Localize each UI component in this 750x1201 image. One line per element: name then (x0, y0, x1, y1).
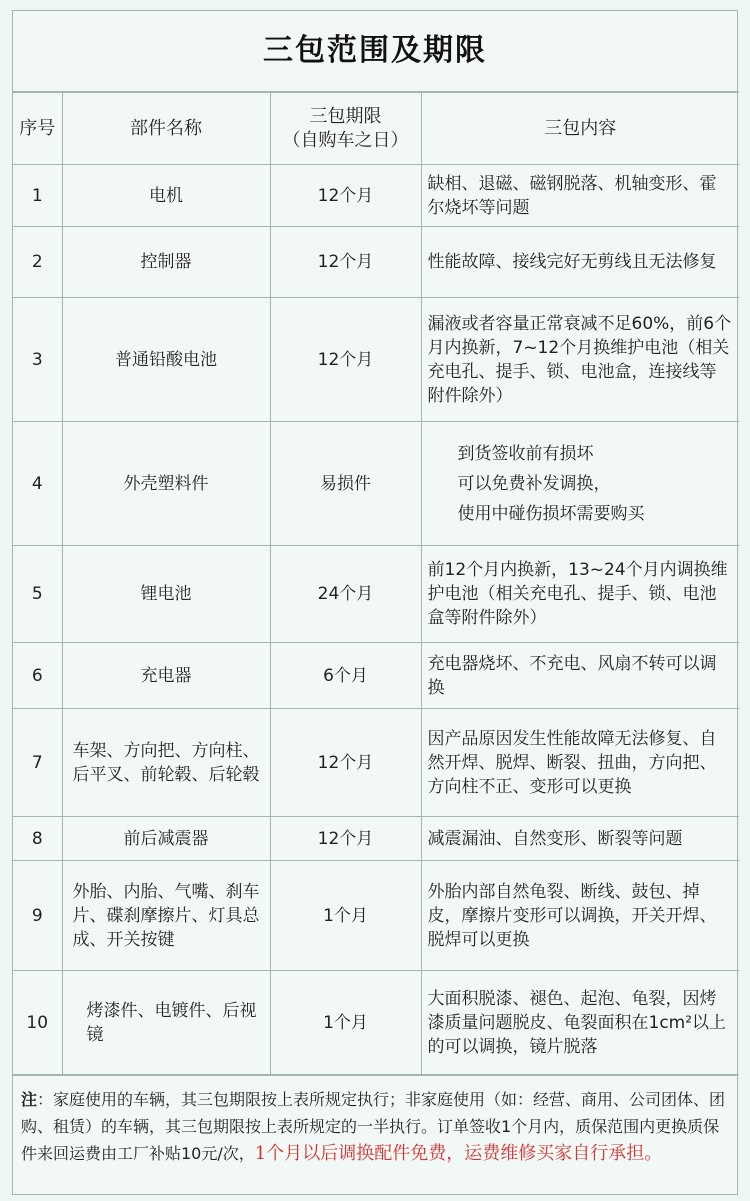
row-part: 车架、方向把、方向柱、后平叉、前轮毂、后轮毂 (62, 709, 270, 817)
header-part: 部件名称 (62, 93, 270, 165)
row-index: 8 (13, 817, 62, 861)
table-row (13, 709, 739, 817)
row-content: 外胎内部自然龟裂、断线、鼓包、掉皮，摩擦片变形可以调换，开关开焊、脱焊可以更换 (421, 861, 739, 971)
note-block (13, 1075, 737, 1167)
row-period: 12个月 (270, 817, 421, 861)
row-part: 充电器 (62, 643, 270, 709)
row-period: 12个月 (270, 165, 421, 227)
header-content: 三包内容 (421, 93, 739, 165)
row-content: 性能故障、接线完好无剪线且无法修复 (421, 227, 739, 298)
row-period: 24个月 (270, 546, 421, 643)
note-label: 注 (21, 1090, 38, 1109)
row-period: 12个月 (270, 227, 421, 298)
row-content: 减震漏油、自然变形、断裂等问题 (421, 817, 739, 861)
row-period: 1个月 (270, 861, 421, 971)
row-content: 漏液或者容量正常衰减不足60%，前6个月内换新，7~12个月换维护电池（相关充电孔、提手、锁、电池盒，连接线等附件除外） (421, 298, 739, 422)
row-content: 缺相、退磁、磁钢脱落、机轴变形、霍尔烧坏等问题 (421, 165, 739, 227)
content-line: 可以免费补发调换， (457, 473, 611, 494)
content-line: 到货签收前有损坏 (457, 443, 594, 464)
header-period-line1: 三包期限 (309, 105, 382, 127)
warranty-sheet (12, 10, 738, 1195)
row-part: 外壳塑料件 (62, 422, 270, 546)
header-period-line2: （自购车之日） (282, 129, 409, 151)
row-index: 5 (13, 546, 62, 643)
table-row (13, 298, 739, 422)
table-row (13, 546, 739, 643)
header-index: 序号 (13, 93, 62, 165)
row-index: 1 (13, 165, 62, 227)
row-index: 3 (13, 298, 62, 422)
page-title: 三包范围及期限 (13, 11, 737, 92)
table-row (13, 422, 739, 546)
row-period: 12个月 (270, 709, 421, 817)
row-index: 4 (13, 422, 62, 546)
row-part: 控制器 (62, 227, 270, 298)
warranty-table (13, 92, 739, 1075)
row-content: 前12个月内换新，13~24个月内调换维护电池（相关充电孔、提手、锁、电池盒等附件除外） (421, 546, 739, 643)
row-part: 前后减震器 (62, 817, 270, 861)
row-part: 普通铅酸电池 (62, 298, 270, 422)
row-period: 6个月 (270, 643, 421, 709)
table-row (13, 643, 739, 709)
row-part: 外胎、内胎、气嘴、刹车片、碟刹摩擦片、灯具总成、开关按键 (62, 861, 270, 971)
row-period: 1个月 (270, 971, 421, 1075)
row-period: 易损件 (270, 422, 421, 546)
table-row (13, 971, 739, 1075)
row-content: 因产品原因发生性能故障无法修复、自然开焊、脱焊、断裂、扭曲，方向把、方向柱不正、变形可以更换 (421, 709, 739, 817)
row-part: 电机 (62, 165, 270, 227)
table-header-row (13, 93, 739, 165)
header-period (270, 93, 421, 165)
row-index: 10 (13, 971, 62, 1075)
note-highlight: 1个月以后调换配件免费，运费维修买家自行承担。 (254, 1143, 663, 1164)
row-index: 9 (13, 861, 62, 971)
row-index: 2 (13, 227, 62, 298)
row-content: 充电器烧坏、不充电、风扇不转可以调换 (421, 643, 739, 709)
row-part: 烤漆件、电镀件、后视镜 (62, 971, 270, 1075)
row-index: 6 (13, 643, 62, 709)
table-row (13, 817, 739, 861)
row-content (421, 422, 739, 546)
content-line: 使用中碰伤损坏需要购买 (457, 503, 645, 524)
table-row (13, 861, 739, 971)
table-row (13, 165, 739, 227)
table-row (13, 227, 739, 298)
row-content: 大面积脱漆、褪色、起泡、龟裂，因烤漆质量问题脱皮、龟裂面积在1cm²以上的可以调换，镜片脱落 (421, 971, 739, 1075)
note-text: ：家庭使用的车辆，其三包期限按上表所规定执行；非家庭使用（如：经营、商用、公司团体、团购、租赁）的车辆，其三包期限按上表所规定的一半执行。订单签收1个月内，质保范围内更换质保件来回运费由工厂补贴10元/次， (21, 1090, 726, 1163)
row-index: 7 (13, 709, 62, 817)
row-part: 锂电池 (62, 546, 270, 643)
row-period: 12个月 (270, 298, 421, 422)
